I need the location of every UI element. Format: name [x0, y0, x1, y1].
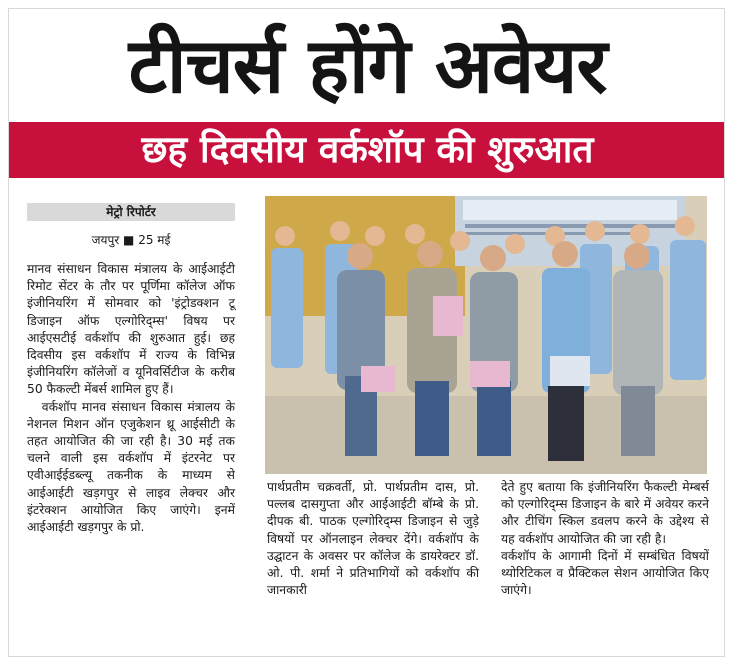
article-paragraph: वर्कशॉप के आगामी दिनों में सम्बंधित विषयों थ्योरिटिकल व प्रैक्टिकल सेशन आयोजित किए जाएंगे।	[501, 548, 709, 598]
article-column-3	[501, 479, 709, 599]
newspaper-clipping	[8, 8, 725, 657]
byline: मेट्रो रिपोर्टर	[27, 203, 235, 221]
article-paragraph: देते हुए बताया कि इंजीनियरिंग फैकल्टी मेम्बर्स को एल्गोरिद्म्स डिजाइन के बारे में अवेयर करने और टीचिंग स्किल डवलप करने के उद्देश्य से यह वर्कशॉप आयोजित की जा रही है।	[501, 480, 709, 546]
dateline: जयपुर ■ 25 मई	[91, 233, 171, 247]
article-column-1	[27, 261, 235, 536]
article-paragraph: मानव संसाधन विकास मंत्रालय के आईआईटी रिमोट सेंटर के तौर पर पूर्णिमा कॉलेज ऑफ इंजीनियरिंग में सोमवार को 'इंट्रोडक्शन टू डिजाइन ऑफ एल्गोरिद्म्स' विषय पर आईएसटीई वर्कशॉप की शुरुआत हुई। छह दिवसीय इस वर्कशॉप में राज्य के विभिन्न इंजीनियरिंग कॉलेजों व यूनिवर्सिटीज के करीब 50 फैकल्टी मेंबर्स शामिल हुए हैं।	[27, 262, 235, 397]
headline: टीचर्स होंगे अवेयर	[128, 21, 607, 110]
article-column-2	[267, 479, 479, 599]
article-paragraph: पार्थप्रतीम चक्रवर्ती, प्रो. पार्थप्रतीम दास, प्रो. पल्लब दासगुप्ता और आईआईटी बॉम्बे के प्रो. दीपक बी. पाठक एल्गोरिद्म्स डिजाइन से जुड़े विषयों पर ऑनलाइन लेक्चर देंगे। वर्कशॉप के उद्घाटन के अवसर पर कॉलेज के डायरेक्टर डॉ. ओ. पी. शर्मा ने प्रतिभागियों को वर्कशॉप की जानकारी	[267, 480, 479, 598]
subheadline-band: छह दिवसीय वर्कशॉप की शुरुआत	[9, 122, 725, 178]
article-paragraph: वर्कशॉप मानव संसाधन विकास मंत्रालय के नेशनल मिशन ऑन एजुकेशन थ्रू आईसीटी के तहत आयोजित की जा रही है। 30 मई तक चलने वाली इस वर्कशॉप में इंटरनेट पर एवीआईईडब्ल्यू तकनीक के माध्यम से आईआईटी खड़गपुर से लाइव लेक्चर और इंटरेक्शन आयोजित किए जाएंगे। इनमें आईआईटी खड़गपुर के प्रो.	[27, 399, 235, 535]
group-photo	[265, 196, 707, 474]
